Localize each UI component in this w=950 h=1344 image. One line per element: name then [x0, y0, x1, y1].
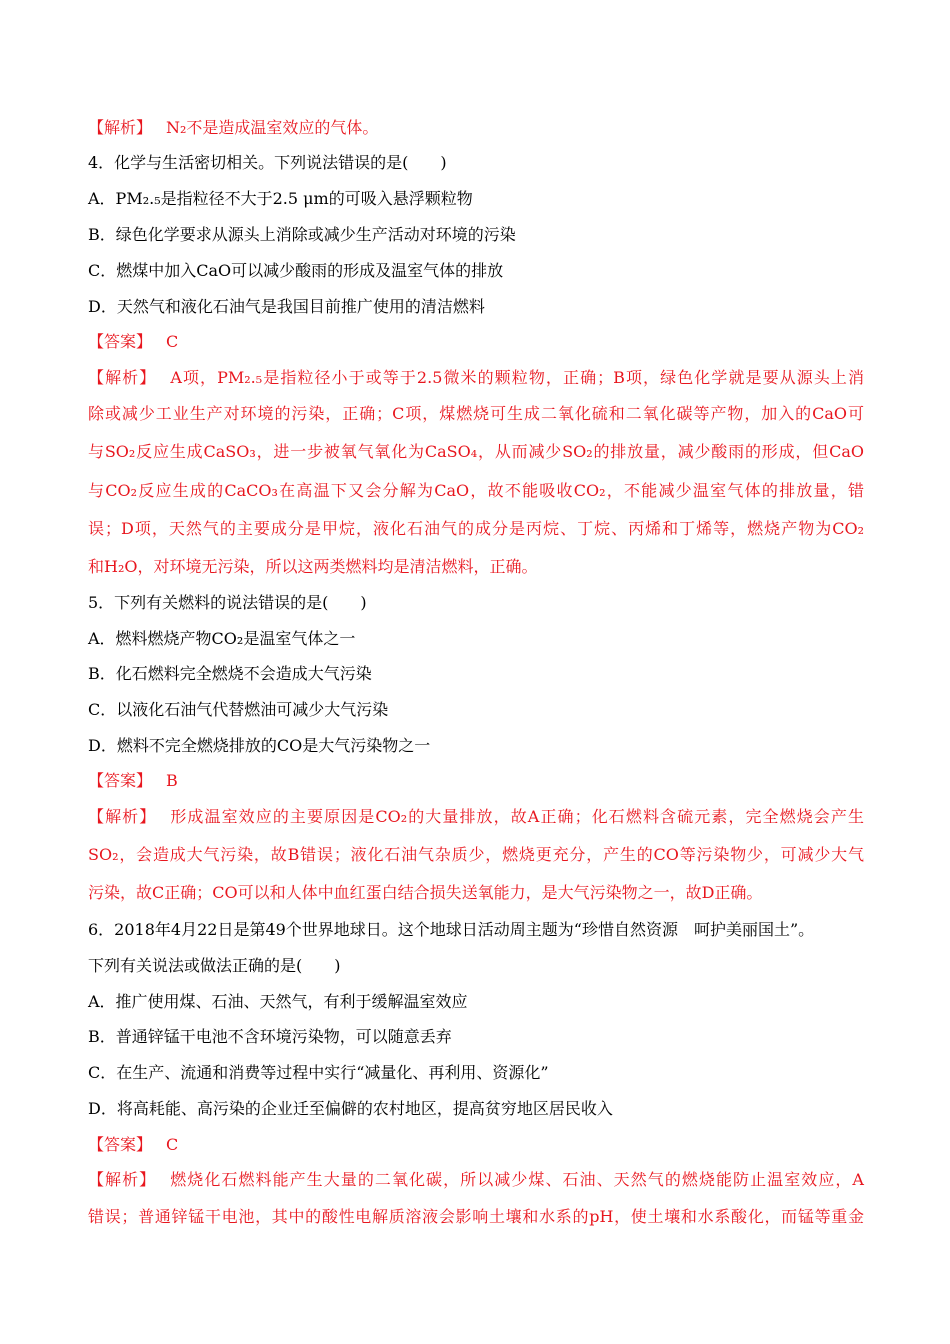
answer-value: C — [166, 332, 179, 351]
q5-option-d: D．燃料不完全燃烧排放的CO是大气污染物之一 — [88, 736, 431, 755]
analysis-tag: 【解析】 — [88, 118, 153, 137]
answer-value: B — [166, 771, 178, 790]
q5-option-c: C．以液化石油气代替燃油可减少大气污染 — [88, 700, 389, 719]
q4-analysis-line-1 — [88, 368, 864, 388]
q6-stem-line-1: 6．2018年4月22日是第49个世界地球日。这个地球日活动周主题为“珍惜自然资源 呵护美丽国土”。 — [88, 920, 815, 939]
analysis-text: N₂不是造成温室效应的气体。 — [166, 118, 379, 137]
q5-analysis-line-3: 污染，故C正确；CO可以和人体中血红蛋白结合损失送氧能力，是大气污染物之一，故D正确。 — [88, 883, 763, 902]
q6-option-b: B．普通锌锰干电池不含环境污染物，可以随意丢弃 — [88, 1027, 452, 1046]
answer-tag: 【答案】 — [88, 332, 153, 351]
q5-option-a: A．燃料燃烧产物CO₂是温室气体之一 — [88, 629, 356, 648]
q4-option-d: D．天然气和液化石油气是我国目前推广使用的清洁燃料 — [88, 297, 485, 316]
q4-option-a: A．PM₂.₅是指粒径不大于2.5 μm的可吸入悬浮颗粒物 — [88, 189, 473, 208]
q4-analysis-line-6: 和H₂O，对环境无污染，所以这两类燃料均是清洁燃料，正确。 — [88, 557, 538, 576]
q6-option-a: A．推广使用煤、石油、天然气，有利于缓解温室效应 — [88, 992, 468, 1011]
answer-tag: 【答案】 — [88, 1135, 153, 1154]
q4-answer — [88, 332, 868, 352]
q4-analysis-line-2: 除或减少工业生产对环境的污染，正确；C项，煤燃烧可生成二氧化硫和二氧化碳等产物，加入的CaO可 — [88, 404, 864, 423]
q4-stem: 4．化学与生活密切相关。下列说法错误的是( ) — [88, 153, 447, 172]
q6-analysis-line-2: 错误；普通锌锰干电池，其中的酸性电解质溶液会影响土壤和水系的pH，使土壤和水系酸化，而锰等重金 — [88, 1207, 864, 1226]
analysis-tag: 【解析】 — [88, 807, 157, 826]
q6-analysis-line-1 — [88, 1170, 864, 1190]
answer-value: C — [166, 1135, 179, 1154]
q5-stem: 5．下列有关燃料的说法错误的是( ) — [88, 593, 367, 612]
analysis-text: 燃烧化石燃料能产生大量的二氧化碳，所以减少煤、石油、天然气的燃烧能防止温室效应，A — [170, 1170, 864, 1189]
q5-analysis-line-1 — [88, 807, 864, 827]
q6-option-d: D．将高耗能、高污染的企业迁至偏僻的农村地区，提高贫穷地区居民收入 — [88, 1099, 613, 1118]
analysis-tag: 【解析】 — [88, 1170, 157, 1189]
q5-answer — [88, 771, 868, 791]
q6-option-c: C．在生产、流通和消费等过程中实行“减量化、再利用、资源化” — [88, 1063, 549, 1082]
analysis-text: A项，PM₂.₅是指粒径小于或等于2.5微米的颗粒物，正确；B项，绿色化学就是要从源头上消 — [170, 368, 864, 387]
q6-stem-line-2: 下列有关说法或做法正确的是( ) — [88, 956, 341, 975]
q6-answer — [88, 1135, 868, 1155]
q5-option-b: B．化石燃料完全燃烧不会造成大气污染 — [88, 664, 372, 683]
q5-analysis-line-2: SO₂，会造成大气污染，故B错误；液化石油气杂质少，燃烧更充分，产生的CO等污染物少，可减少大气 — [88, 845, 864, 864]
answer-tag: 【答案】 — [88, 771, 153, 790]
analysis-text: 形成温室效应的主要原因是CO₂的大量排放，故A正确；化石燃料含硫元素，完全燃烧会产生 — [170, 807, 864, 826]
analysis-tag: 【解析】 — [88, 368, 157, 387]
q4-analysis-line-5: 误；D项，天然气的主要成分是甲烷，液化石油气的成分是丙烷、丁烷、丙烯和丁烯等，燃烧产物为CO₂ — [88, 519, 864, 538]
q4-analysis-line-3: 与SO₂反应生成CaSO₃，进一步被氧气氧化为CaSO₄，从而减少SO₂的排放量，减少酸雨的形成，但CaO — [88, 442, 864, 461]
q4-analysis-line-4: 与CO₂反应生成的CaCO₃在高温下又会分解为CaO，故不能吸收CO₂，不能减少温室气体的排放量，错 — [88, 481, 864, 500]
q3-analysis — [88, 118, 868, 138]
q4-option-b: B．绿色化学要求从源头上消除或减少生产活动对环境的污染 — [88, 225, 516, 244]
q4-option-c: C．燃煤中加入CaO可以减少酸雨的形成及温室气体的排放 — [88, 261, 504, 280]
